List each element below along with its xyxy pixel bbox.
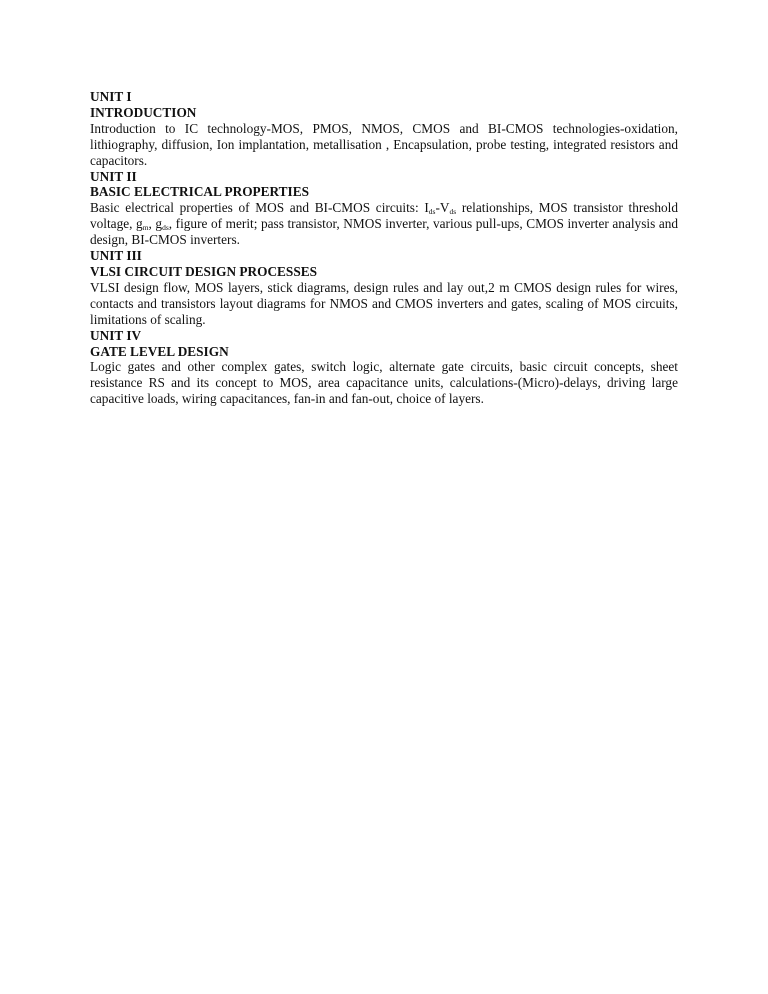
unit-2-section xyxy=(90,169,678,249)
unit-4-section xyxy=(90,328,678,408)
unit-3-heading: UNIT III xyxy=(90,248,142,264)
unit-1-title: INTRODUCTION xyxy=(90,104,197,120)
subscript: m xyxy=(142,223,149,233)
unit-2-body-text: -V xyxy=(435,200,450,216)
syllabus-document xyxy=(90,89,678,407)
subscript: ds xyxy=(449,207,457,217)
unit-1-section xyxy=(90,89,678,169)
subscript: ds xyxy=(428,207,436,217)
unit-3-title: VLSI CIRCUIT DESIGN PROCESSES xyxy=(90,263,317,279)
unit-2-body-text: relationships, MOS transistor threshold voltage, g xyxy=(90,200,678,232)
unit-3-section xyxy=(90,248,678,328)
unit-1-heading: UNIT I xyxy=(90,89,132,104)
unit-2-heading: UNIT II xyxy=(90,168,137,184)
unit-2-body xyxy=(90,200,678,248)
unit-4-title: GATE LEVEL DESIGN xyxy=(90,343,229,359)
unit-1-body: Introduction to IC technology-MOS, PMOS, NMOS, CMOS and BI-CMOS technologies-oxidation, lithiography, diffusion, Ion implantation, metallisation , Encapsulation, probe testing, integrated resistors and capacitors. xyxy=(90,120,678,168)
unit-4-heading: UNIT IV xyxy=(90,327,142,343)
unit-2-title: BASIC ELECTRICAL PROPERTIES xyxy=(90,184,309,200)
subscript: ds xyxy=(162,223,169,233)
unit-2-body-text: , figure of merit; pass transistor, NMOS inverter, various pull-ups, CMOS inverter analysis and design, BI-CMOS inverters. xyxy=(90,216,679,248)
unit-2-body-text: , g xyxy=(148,216,163,232)
unit-4-body: Logic gates and other complex gates, switch logic, alternate gate circuits, basic circuit concepts, sheet resistance RS and its concept to MOS, area capacitance units, calculations-(Micro)-delays, driving large capacitive loads, wiring capacitances, fan-in and fan-out, choice of layers. xyxy=(90,359,678,407)
unit-2-body-text: Basic electrical properties of MOS and BI-CMOS circuits: I xyxy=(90,200,429,216)
unit-3-body: VLSI design flow, MOS layers, stick diagrams, design rules and lay out,2 m CMOS design rules for wires, contacts and transistors layout diagrams for NMOS and CMOS inverters and gates, scaling of MOS circuits, limitations of scaling. xyxy=(90,279,678,327)
